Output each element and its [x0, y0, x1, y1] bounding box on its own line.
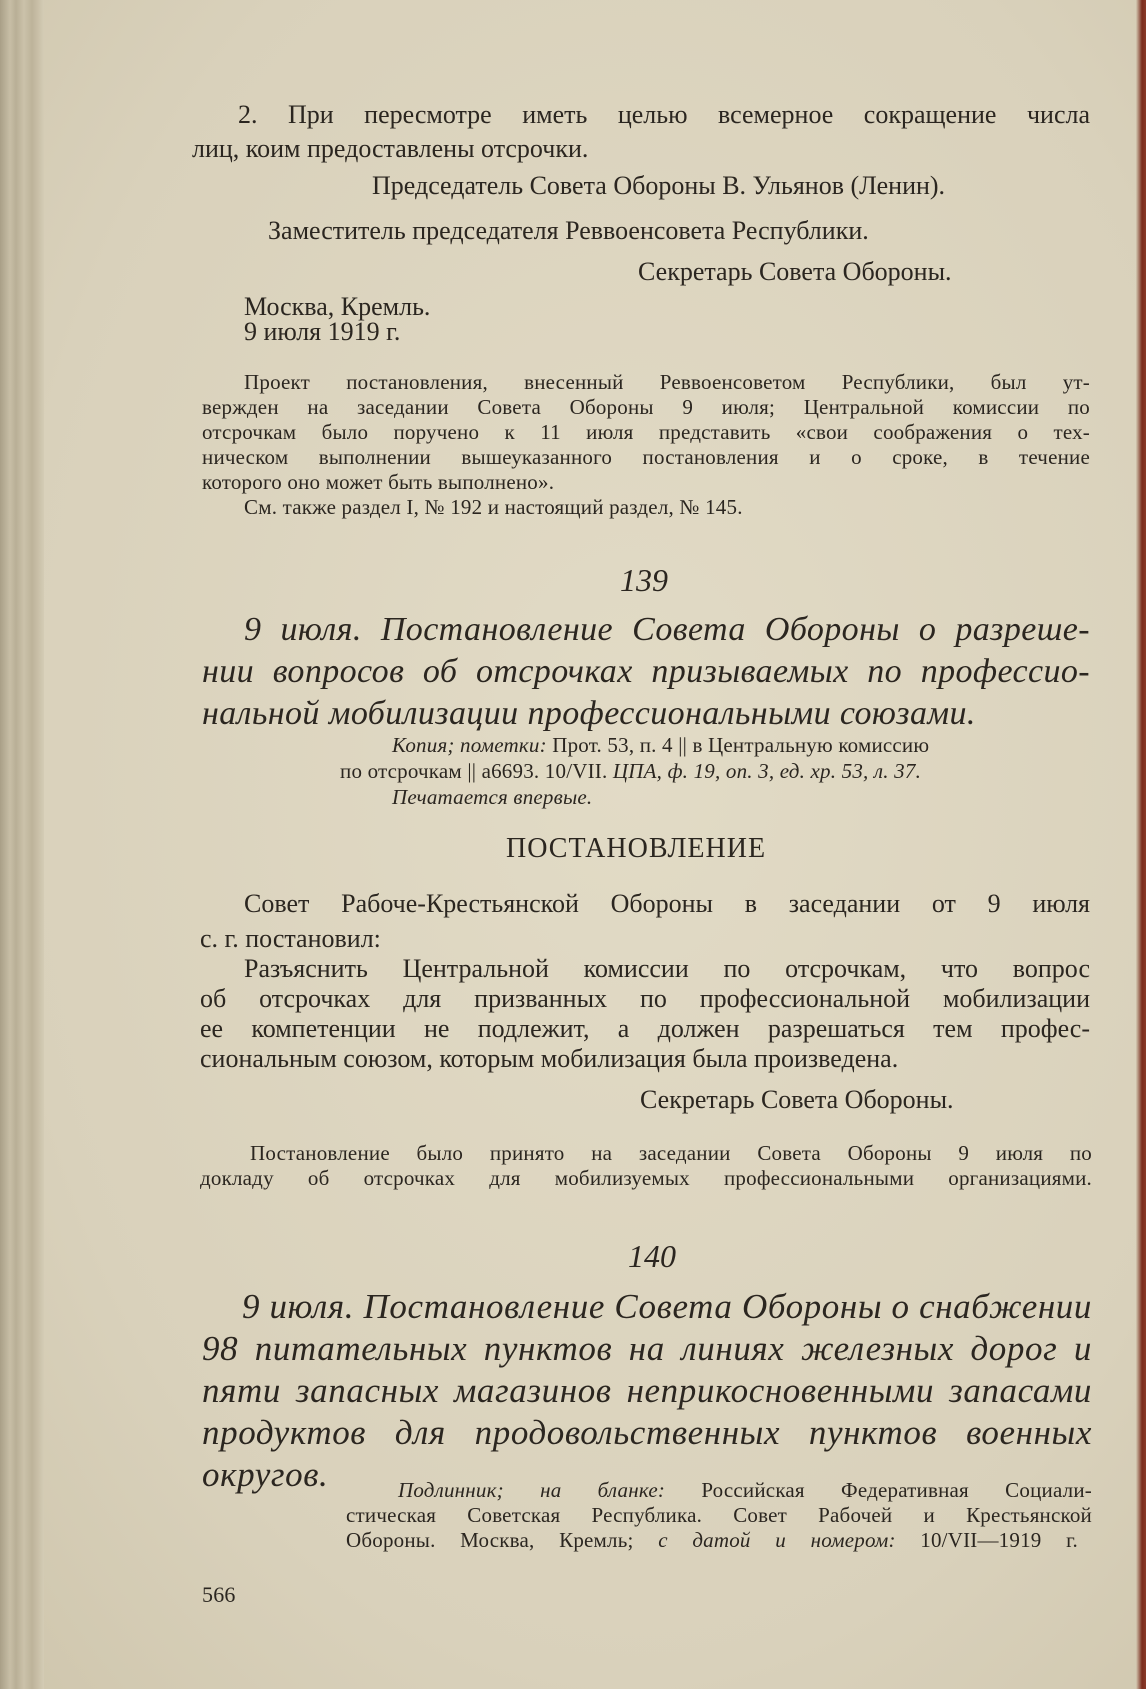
source-text: Российская Федеративная Социали-	[701, 1478, 1092, 1502]
doc-139-body-line-6: сиональным союзом, которым мобилизация была произведена.	[200, 1044, 899, 1073]
doc-140-source-line-2: стическая Советская Республика. Совет Рабочей и Крестьянской	[346, 1503, 1092, 1527]
place-line: Москва, Кремль.	[244, 292, 431, 321]
doc-140-title-line-3: пяти запасных магазинов неприкосновенными запасами	[202, 1371, 1092, 1410]
source-label: Подлинник; на бланке:	[398, 1478, 666, 1502]
doc-139-body-line-3: Разъяснить Центральной комиссии по отсрочкам, что вопрос	[244, 954, 1090, 983]
note-1-line-1: Проект постановления, внесенный Реввоенсоветом Республики, был ут-	[244, 370, 1090, 394]
page-binding-edge	[0, 0, 44, 1689]
doc-140-source-line-1	[398, 1478, 1092, 1503]
doc-139-source-line-1	[392, 733, 929, 758]
source-text: Обороны. Москва, Кремль;	[346, 1528, 634, 1552]
resolution-heading: ПОСТАНОВЛЕНИЕ	[506, 833, 767, 864]
doc-140-title-line-4: продуктов для продовольственных пунктов военных	[202, 1413, 1092, 1452]
page-number: 566	[202, 1582, 236, 1607]
note-1-line-3: отсрочкам было поручено к 11 июля представить «свои соображения о тех-	[202, 420, 1090, 444]
doc-139-title-line-3: нальной мобилизации профессиональными союзами.	[202, 695, 976, 732]
doc-139-body-line-2: с. г. постановил:	[200, 924, 381, 953]
secretary-signature-top: Секретарь Совета Обороны.	[638, 257, 952, 286]
source-text: по отсрочкам || а6693. 10/VII.	[340, 759, 608, 783]
secretary-signature-139: Секретарь Совета Обороны.	[640, 1085, 954, 1114]
doc-139-source-line-3	[392, 785, 592, 810]
source-date: 10/VII—1919 г.	[920, 1528, 1078, 1552]
see-also-line: См. также раздел I, № 192 и настоящий раздел, № 145.	[244, 495, 743, 519]
item-2-line-1: 2. При пересмотре иметь целью всемерное сокращение числа	[238, 100, 1090, 129]
doc-139-note-line-2: докладу об отсрочках для мобилизуемых профессиональными организациями.	[200, 1166, 1092, 1190]
document-number-140: 140	[628, 1238, 676, 1274]
item-2-line-2: лиц, коим предоставлены отсрочки.	[192, 134, 589, 163]
note-1-line-2: вержден на заседании Совета Обороны 9 июля; Центральной комиссии по	[202, 395, 1090, 419]
doc-139-body-line-1: Совет Рабоче-Крестьянской Обороны в заседании от 9 июля	[244, 889, 1090, 918]
doc-140-source-line-3	[346, 1528, 1078, 1553]
doc-140-title-line-1: 9 июля. Постановление Совета Обороны о снабжении	[242, 1287, 1092, 1326]
note-1-line-5: которого оно может быть выполнено».	[202, 470, 555, 494]
chairman-signature: Председатель Совета Обороны В. Ульянов (Ленин).	[372, 171, 946, 200]
archive-reference: ЦПА, ф. 19, оп. 3, ед. хр. 53, л. 37.	[612, 759, 922, 783]
source-label: с датой и номером:	[658, 1528, 896, 1552]
deputy-signature: Заместитель председателя Реввоенсовета Республики.	[268, 216, 869, 245]
document-number-139: 139	[620, 562, 668, 598]
doc-139-title-line-1: 9 июля. Постановление Совета Обороны о разреше-	[244, 611, 1090, 648]
doc-139-title-line-2: нии вопросов об отсрочках призываемых по профессио-	[202, 653, 1090, 690]
doc-140-title-line-2: 98 питательных пунктов на линиях железных дорог и	[202, 1329, 1092, 1368]
publication-note: Печатается впервые.	[392, 785, 593, 809]
doc-140-title-line-5: округов.	[202, 1455, 329, 1494]
source-text: Прот. 53, п. 4 || в Центральную комиссию	[552, 733, 930, 757]
date-line: 9 июля 1919 г.	[244, 317, 401, 346]
source-label: Копия; пометки:	[392, 733, 547, 757]
doc-139-body-line-4: об отсрочках для призванных по профессиональной мобилизации	[200, 984, 1090, 1013]
book-cover-edge	[1136, 0, 1146, 1689]
doc-139-source-line-2	[340, 759, 921, 784]
doc-139-note-line-1: Постановление было принято на заседании Совета Обороны 9 июля по	[250, 1141, 1092, 1165]
note-1-line-4: ническом выполнении вышеуказанного постановления и о сроке, в течение	[202, 445, 1090, 469]
doc-139-body-line-5: ее компетенции не подлежит, а должен разрешаться тем профес-	[200, 1014, 1090, 1043]
